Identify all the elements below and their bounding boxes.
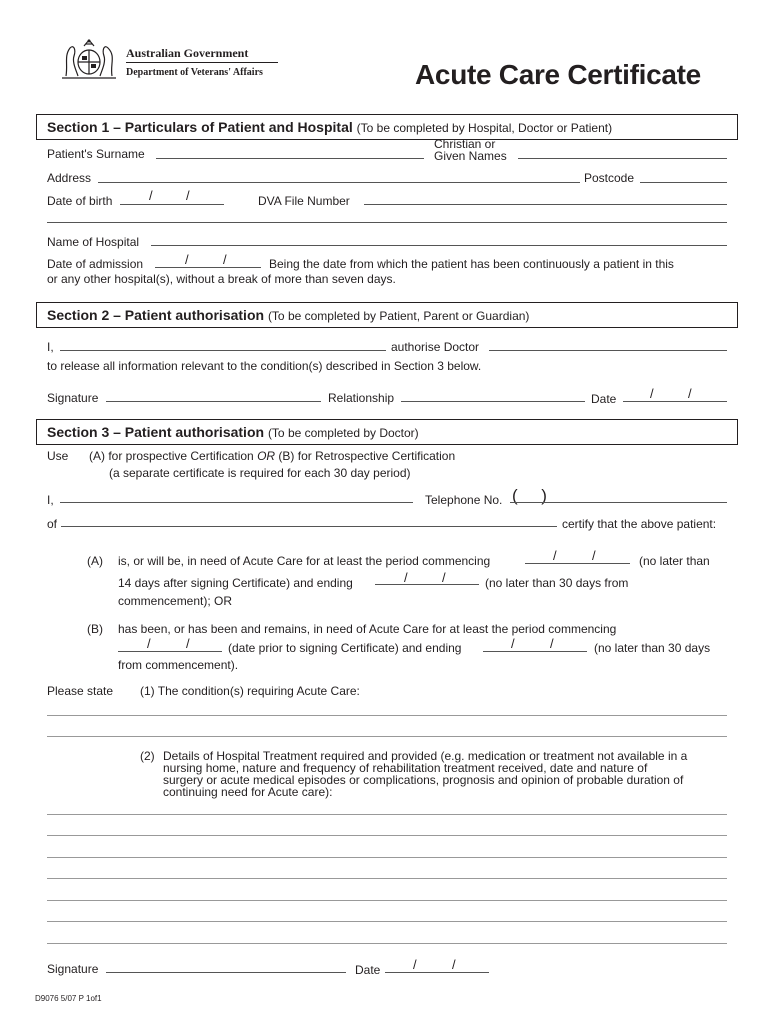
release-text: to release all information relevant to the condition(s) described in Section 3 below.: [47, 359, 482, 373]
a-text-1-end: (no later than: [639, 554, 710, 568]
use-note: (a separate certificate is required for each 30 day period): [109, 466, 411, 480]
of-field[interactable]: [61, 526, 557, 527]
use-label: Use: [47, 449, 69, 463]
b-text-2-end: (no later than 30 days: [594, 641, 711, 655]
admission-label: Date of admission: [47, 257, 144, 271]
b-marker: (B): [87, 622, 103, 636]
address-field[interactable]: [98, 182, 580, 183]
christian-label-2: Given Names: [434, 149, 507, 163]
s3-signature-field[interactable]: [106, 972, 346, 973]
b-text-1: has been, or has been and remains, in need of Acute Care for at least the period commencing: [118, 622, 617, 636]
a-text-3: commencement); OR: [118, 594, 233, 608]
surname-field[interactable]: [156, 158, 424, 159]
section-1-header: [36, 114, 738, 140]
q2-line-3: surgery or acute medical episodes or complications, prognosis and opinion of probable duration of: [163, 773, 684, 787]
authorise-label: authorise Doctor: [391, 340, 480, 354]
admission-text-1: Being the date from which the patient has been continuously a patient in this: [269, 257, 674, 271]
a-commencing-field[interactable]: [525, 563, 630, 564]
surname-label: Patient's Surname: [47, 147, 145, 161]
address-label: Address: [47, 171, 92, 185]
section-1-title: Section 1 – Particulars of Patient and Hospital: [47, 119, 353, 135]
q2-line-1: Details of Hospital Treatment required and provided (e.g. medication or treatment not available in a: [163, 749, 688, 763]
b-commencing-field[interactable]: [118, 651, 222, 652]
a-marker: (A): [87, 554, 103, 568]
details-line-7[interactable]: [47, 943, 727, 944]
hospital-field[interactable]: [151, 245, 727, 246]
details-line-4[interactable]: [47, 878, 727, 879]
s2-signature-field[interactable]: [106, 401, 321, 402]
dob-field[interactable]: [120, 204, 224, 205]
section-2-subtitle: (To be completed by Patient, Parent or Guardian): [267, 309, 530, 323]
s2-date-label: Date: [591, 392, 617, 406]
a-text-1: is, or will be, in need of Acute Care for at least the period commencing: [118, 554, 491, 568]
b-text-2-mid: (date prior to signing Certificate) and ending: [228, 641, 462, 655]
use-text-a: (A) for prospective Certification: [89, 449, 254, 463]
s3-date-label: Date: [355, 963, 381, 977]
condition-line-2[interactable]: [47, 736, 727, 737]
crest-icon: [56, 36, 122, 82]
relationship-field[interactable]: [401, 401, 585, 402]
government-name: Australian Government: [126, 46, 249, 60]
s3-date-field[interactable]: [385, 972, 489, 973]
b-ending-field[interactable]: [483, 651, 587, 652]
christian-label-1: Christian or: [434, 137, 496, 151]
admission-text-2: or any other hospital(s), without a break of more than seven days.: [47, 272, 396, 286]
section-1-subtitle: (To be completed by Hospital, Doctor or Patient): [356, 121, 613, 135]
s3-signature-label: Signature: [47, 962, 99, 976]
use-or: OR: [257, 449, 276, 463]
s3-i-label: I,: [47, 493, 54, 507]
dva-label: DVA File Number: [258, 194, 350, 208]
admission-date-field[interactable]: [155, 267, 261, 268]
section-2-header: [36, 302, 738, 328]
postcode-label: Postcode: [584, 171, 635, 185]
use-text: [89, 449, 455, 463]
s2-signature-label: Signature: [47, 391, 99, 405]
s2-i-label: I,: [47, 340, 54, 354]
s2-date-field[interactable]: [623, 401, 727, 402]
form-title: Acute Care Certificate: [415, 59, 701, 90]
dva-field[interactable]: [364, 204, 727, 205]
certify-label: certify that the above patient:: [562, 517, 717, 531]
question-1: (1) The condition(s) requiring Acute Care:: [140, 684, 360, 698]
telephone-label: Telephone No.: [425, 493, 503, 507]
telephone-field[interactable]: [510, 502, 727, 503]
condition-line-1[interactable]: [47, 715, 727, 716]
details-line-5[interactable]: [47, 900, 727, 901]
s2-name-field[interactable]: [60, 350, 386, 351]
use-text-b: (B) for Retrospective Certification: [278, 449, 456, 463]
government-crest: [56, 36, 122, 82]
details-line-3[interactable]: [47, 857, 727, 858]
department-name: Department of Veterans' Affairs: [126, 67, 263, 78]
a-text-2-end: (no later than 30 days from: [485, 576, 629, 590]
q2-line-4: continuing need for Acute care):: [163, 785, 333, 799]
telephone-paren: ( ): [512, 486, 547, 505]
section-3-header: [36, 419, 738, 445]
dva-extra-line[interactable]: [47, 222, 727, 223]
of-label: of: [47, 517, 58, 531]
section-3-title: Section 3 – Patient authorisation: [47, 424, 265, 440]
s3-doctor-field[interactable]: [60, 502, 413, 503]
given-names-field[interactable]: [518, 158, 727, 159]
section-3-subtitle: (To be completed by Doctor): [267, 426, 419, 440]
details-line-2[interactable]: [47, 835, 727, 836]
details-line-6[interactable]: [47, 921, 727, 922]
a-ending-field[interactable]: [375, 584, 479, 585]
q2-line-2: nursing home, nature and frequency of rehabilitation treatment received, date and nature of: [163, 761, 648, 775]
relationship-label: Relationship: [328, 391, 395, 405]
dob-label: Date of birth: [47, 194, 113, 208]
form-code: D9076 5/07 P 1of1: [35, 994, 102, 1003]
hospital-label: Name of Hospital: [47, 235, 140, 249]
section-2-title: Section 2 – Patient authorisation: [47, 307, 265, 323]
postcode-field[interactable]: [640, 182, 727, 183]
b-text-3: from commencement).: [118, 658, 239, 672]
details-line-1[interactable]: [47, 814, 727, 815]
please-state-label: Please state: [47, 684, 114, 698]
doctor-name-field[interactable]: [489, 350, 727, 351]
a-text-2: 14 days after signing Certificate) and ending: [118, 576, 353, 590]
q2-marker: (2): [140, 749, 155, 763]
header-divider: [126, 62, 278, 63]
